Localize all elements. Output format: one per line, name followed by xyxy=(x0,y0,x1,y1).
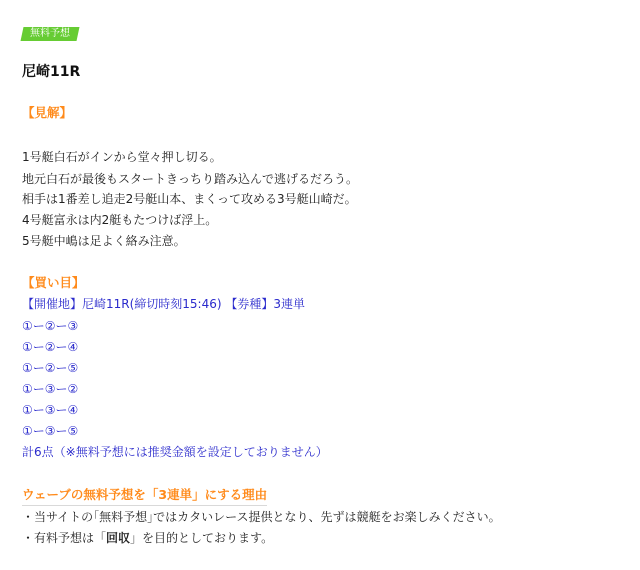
combo-total: 計6点（※無料予想には推奨金額を設定しておりません） xyxy=(22,445,328,459)
reason-line-2-prefix: ・有料予想は「 xyxy=(22,531,107,545)
combo-item: ①ー②ー⑤ xyxy=(22,361,79,375)
combo-item: ①ー③ー④ xyxy=(22,403,79,417)
view-line: 1号艇白石がインから堂々押し切る。 xyxy=(22,150,222,164)
reason-line-1: ・当サイトの｢無料予想｣ではカタいレース提供となり、先ずは競艇をお楽しみください。 xyxy=(22,510,501,524)
reason-line-2-suffix: 」を目的としております。 xyxy=(130,531,274,545)
combo-item: ①ー②ー③ xyxy=(22,319,79,333)
reason-heading: ウェーブの無料予想を「3連単」にする理由 xyxy=(22,486,267,506)
view-line: 5号艇中嶋は足よく絡み注意。 xyxy=(22,234,186,248)
race-title: 尼崎11R xyxy=(22,64,81,80)
badge-label: 無料予想 xyxy=(30,28,70,39)
reason-line-2 xyxy=(22,529,273,547)
combo-item: ①ー②ー④ xyxy=(22,340,79,354)
view-line: 相手は1番差し追走2号艇山本、まくって攻める3号艇山崎だ。 xyxy=(22,192,357,206)
combo-item: ①ー③ー② xyxy=(22,382,79,396)
combo-item: ①ー③ー⑤ xyxy=(22,424,79,438)
view-line: 地元白石が最後もスタートきっちり踏み込んで逃げるだろう。 xyxy=(22,172,359,186)
race-info: 【開催地】尼崎11R(締切時刻15:46) 【券種】3連単 xyxy=(22,297,306,311)
free-prediction-badge xyxy=(21,27,80,41)
reason-line-2-bold: 回収 xyxy=(106,531,131,545)
buy-heading: 【買い目】 xyxy=(22,275,85,290)
view-line: 4号艇富永は内2艇もたつけば浮上。 xyxy=(22,213,218,227)
view-heading: 【見解】 xyxy=(22,105,73,120)
